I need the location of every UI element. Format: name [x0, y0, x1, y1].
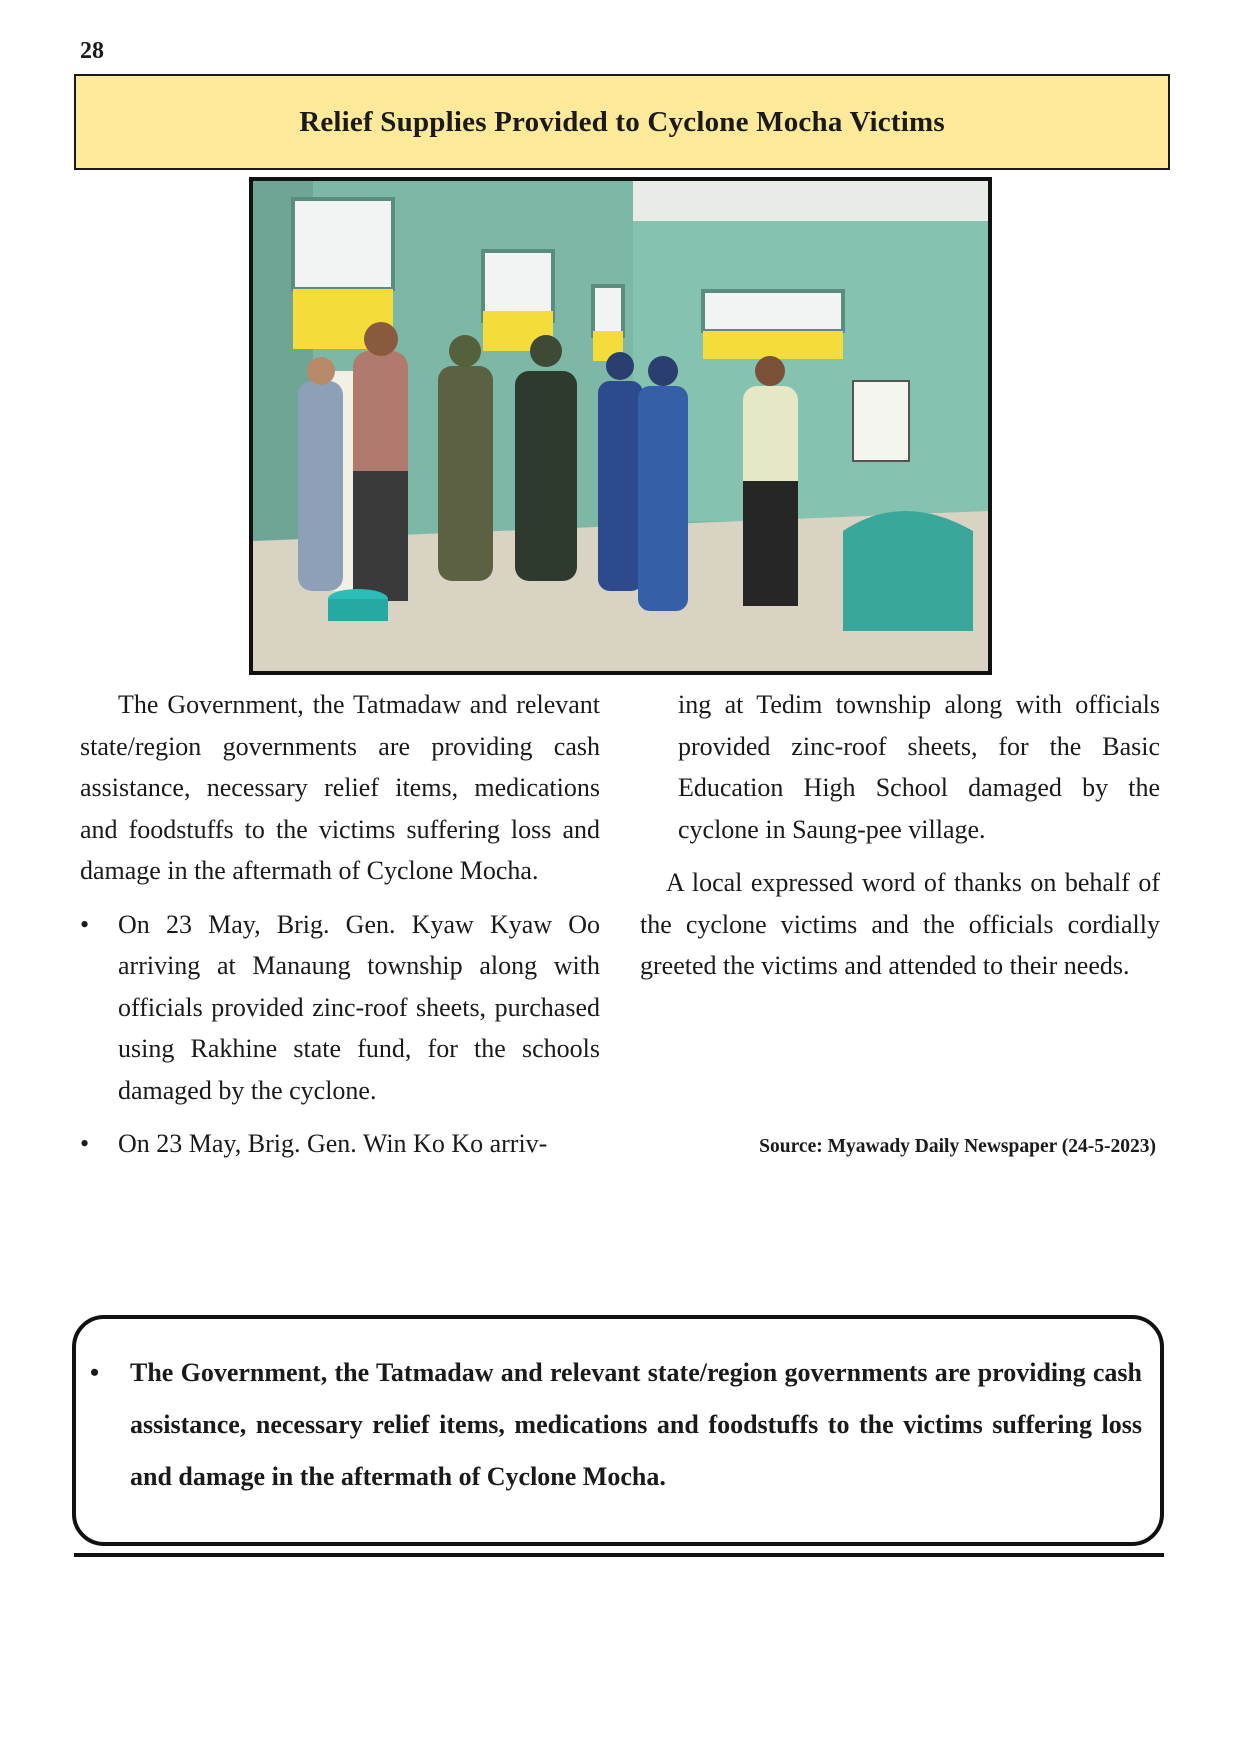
relief-bullet-list — [80, 904, 600, 1165]
page-number: 28 — [80, 38, 104, 64]
intro-paragraph: The Government, the Tatmadaw and relevant state/region governments are providing cash assistance, necessary relief items, medications and foodstuffs to the victims suffering loss and damage in the aftermath of Cyclone Mocha. — [80, 690, 600, 885]
title-box — [74, 74, 1170, 170]
closing-paragraph: A local expressed word of thanks on behalf of the cyclone victims and the officials cordially greeted the victims and attended to their needs. — [640, 868, 1160, 980]
right-column — [640, 684, 1160, 987]
summary-box — [72, 1315, 1164, 1546]
bullet-continuation: ing at Tedim township along with officials provided zinc-roof sheets, for the Basic Education High School damaged by the cyclone in Saung-pee village. — [678, 690, 1160, 844]
list-item: • On 23 May, Brig. Gen. Kyaw Kyaw Oo arriving at Manaung township along with officials provided zinc-roof sheets, purchased using Rakhine state fund, for the schools damaged by the cyclone. — [80, 904, 600, 1112]
left-column — [80, 684, 600, 1177]
news-photo — [249, 177, 992, 675]
bottom-rule — [74, 1553, 1164, 1557]
photo-icon — [253, 181, 988, 671]
source-citation: Source: Myawady Daily Newspaper (24-5-2023) — [759, 1136, 1156, 1157]
summary-bullet: • — [90, 1358, 100, 1387]
summary-text: The Government, the Tatmadaw and relevant state/region governments are providing cash assistance, necessary relief items, medications and foodstuffs to the victims suffering loss and damage in the aftermath of Cyclone Mocha. — [130, 1358, 1142, 1491]
page-title: Relief Supplies Provided to Cyclone Mocha Victims — [299, 105, 945, 138]
list-item: • On 23 May, Brig. Gen. Win Ko Ko arriv- — [80, 1123, 600, 1165]
